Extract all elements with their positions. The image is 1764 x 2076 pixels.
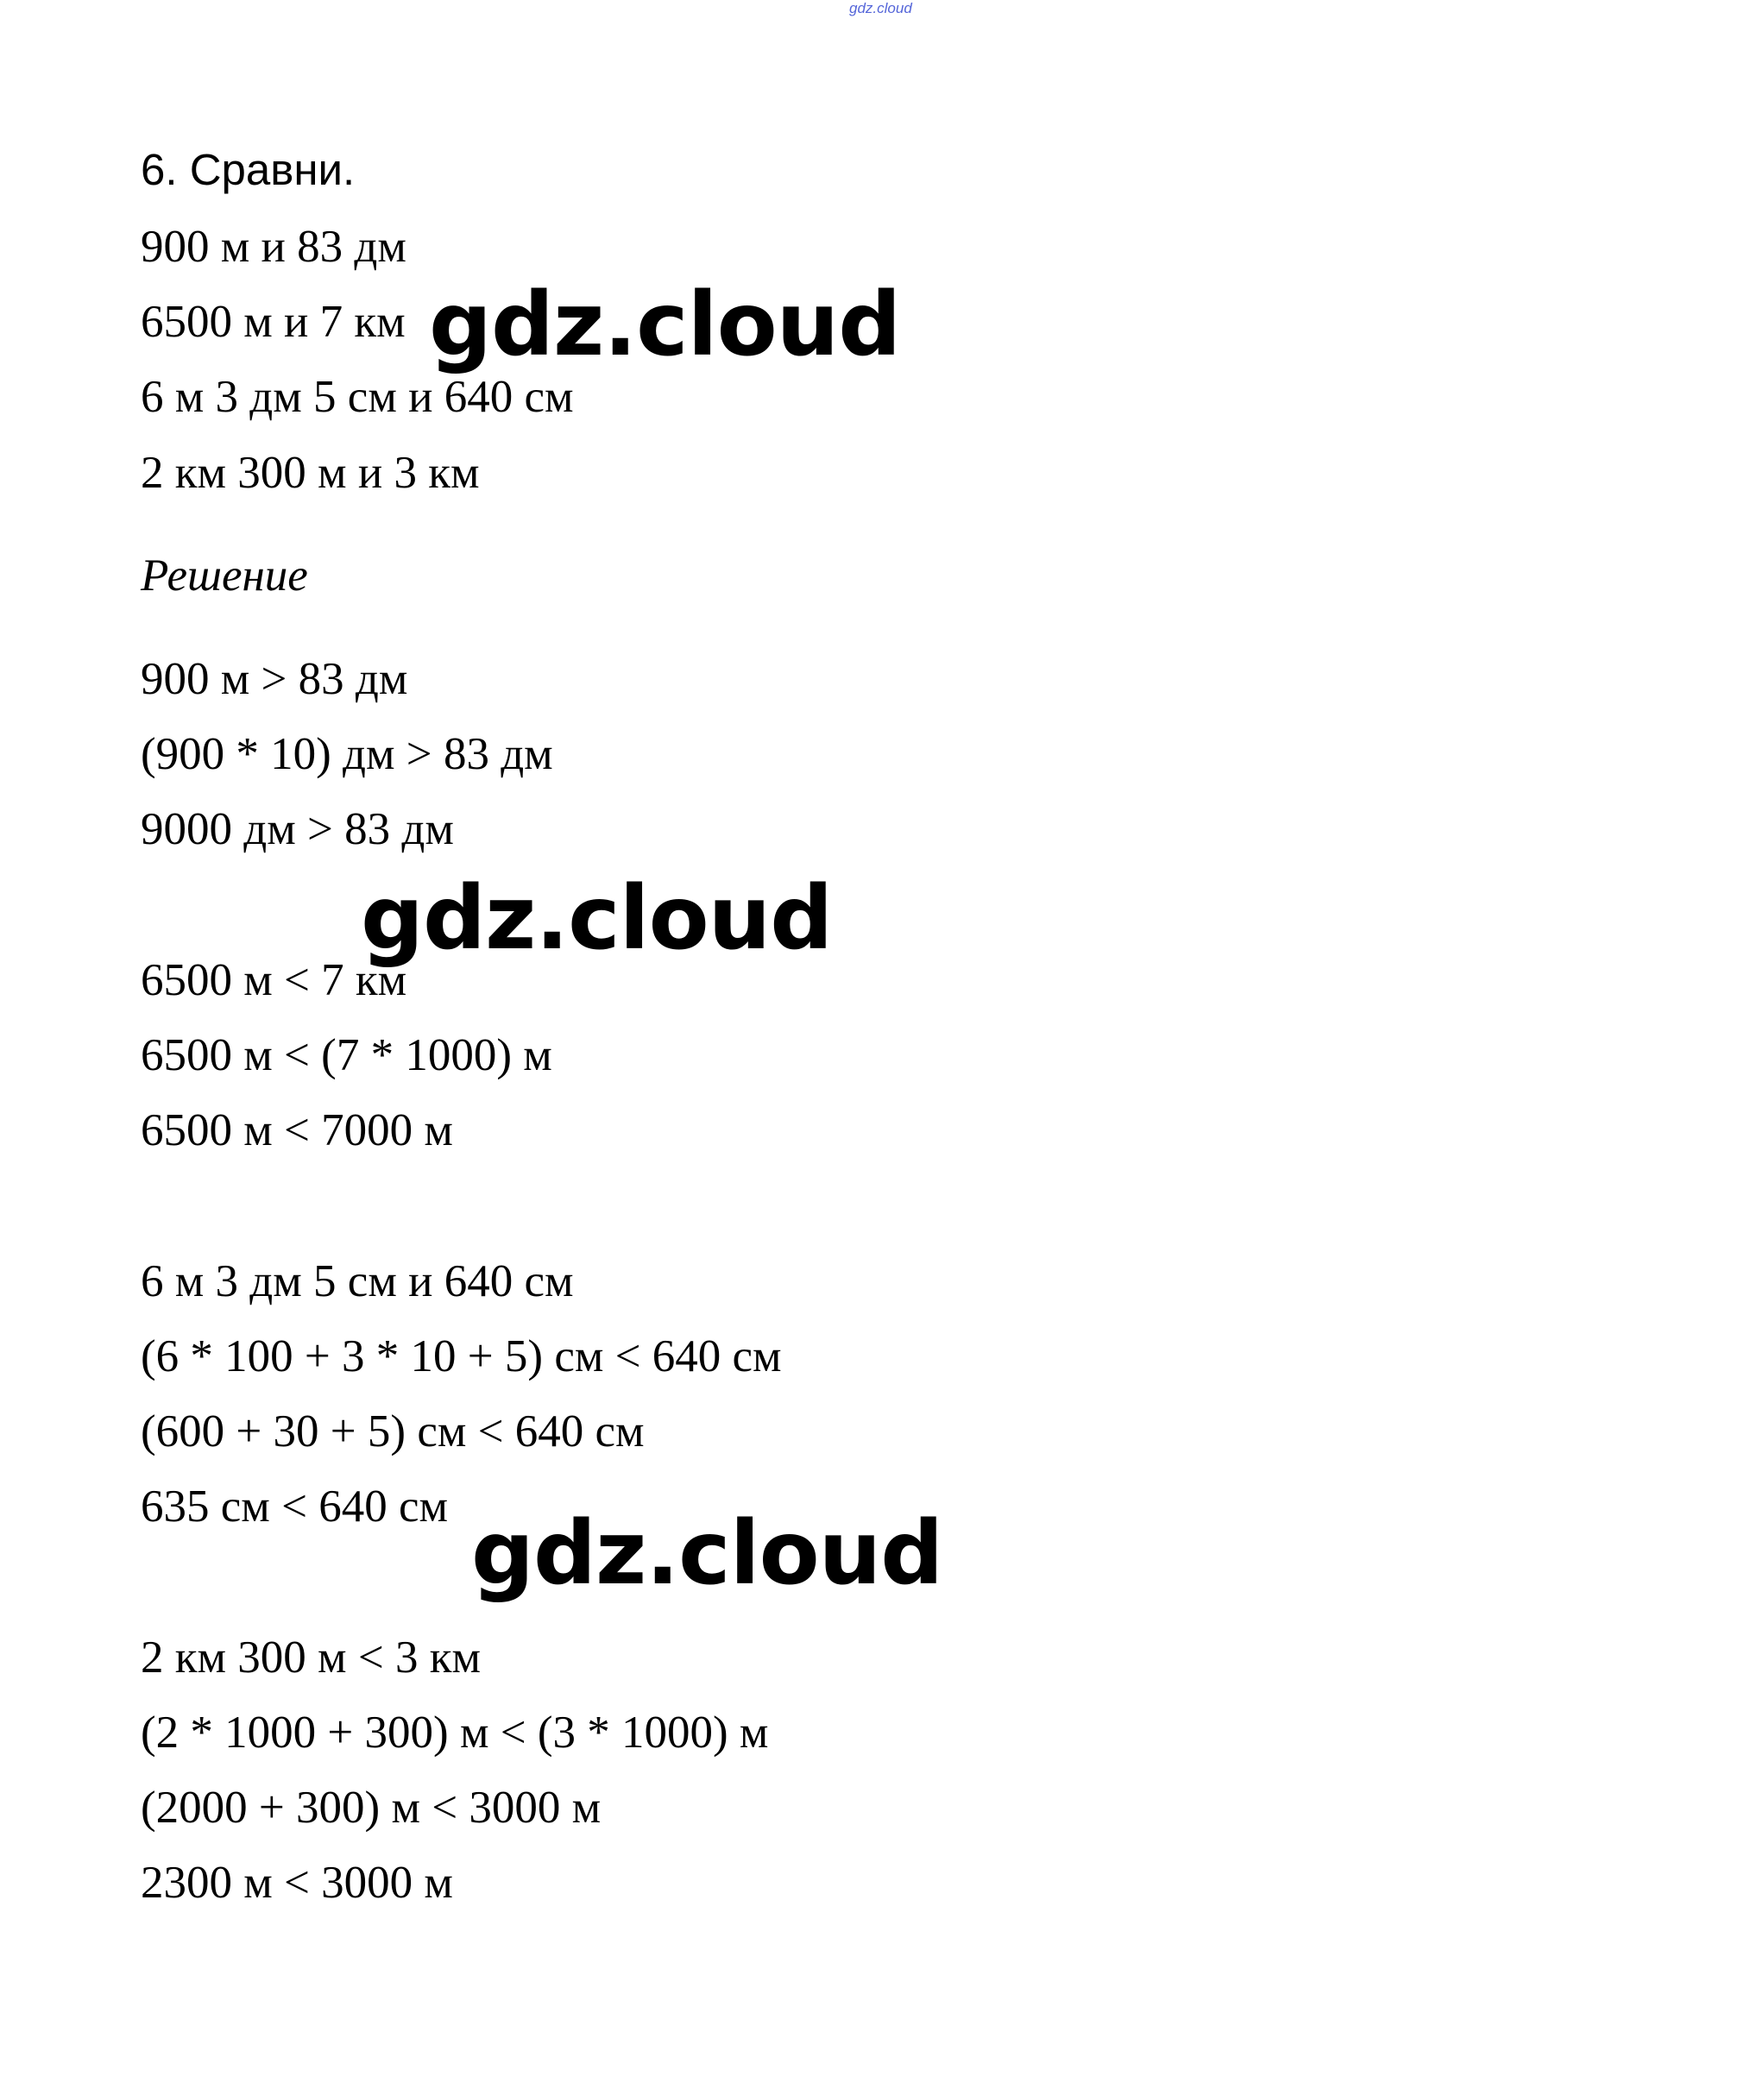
- solution-line: (900 * 10) дм > 83 дм: [141, 729, 553, 779]
- solution-line: 900 м > 83 дм: [141, 654, 408, 704]
- watermark: gdz.cloud: [361, 867, 833, 970]
- task-item: 6 м 3 дм 5 см и 640 см: [141, 372, 574, 422]
- task-title: 6. Сравни.: [141, 145, 356, 194]
- solution-line: 6500 м < (7 * 1000) м: [141, 1030, 552, 1080]
- solution-line: (2 * 1000 + 300) м < (3 * 1000) м: [141, 1708, 769, 1758]
- solution-line: 9000 дм > 83 дм: [141, 804, 454, 854]
- watermark: gdz.cloud: [429, 274, 901, 376]
- solution-line: 6 м 3 дм 5 см и 640 см: [141, 1256, 574, 1306]
- solution-line: (2000 + 300) м < 3000 м: [141, 1783, 602, 1833]
- solution-line: 6500 м < 7000 м: [141, 1105, 453, 1155]
- task-item: 900 м и 83 дм: [141, 222, 406, 272]
- site-link[interactable]: gdz.cloud: [849, 0, 912, 16]
- solution-heading: Решение: [141, 550, 308, 601]
- task-item: 2 км 300 м и 3 км: [141, 448, 480, 498]
- solution-line: 635 см < 640 см: [141, 1482, 449, 1532]
- task-item: 6500 м и 7 км: [141, 297, 406, 347]
- solution-line: 6500 м < 7 км: [141, 955, 407, 1005]
- watermark: gdz.cloud: [471, 1502, 943, 1605]
- solution-line: 2300 м < 3000 м: [141, 1858, 453, 1908]
- solution-line: (6 * 100 + 3 * 10 + 5) см < 640 см: [141, 1331, 782, 1381]
- solution-line: (600 + 30 + 5) см < 640 см: [141, 1406, 645, 1456]
- solution-line: 2 км 300 м < 3 км: [141, 1632, 482, 1683]
